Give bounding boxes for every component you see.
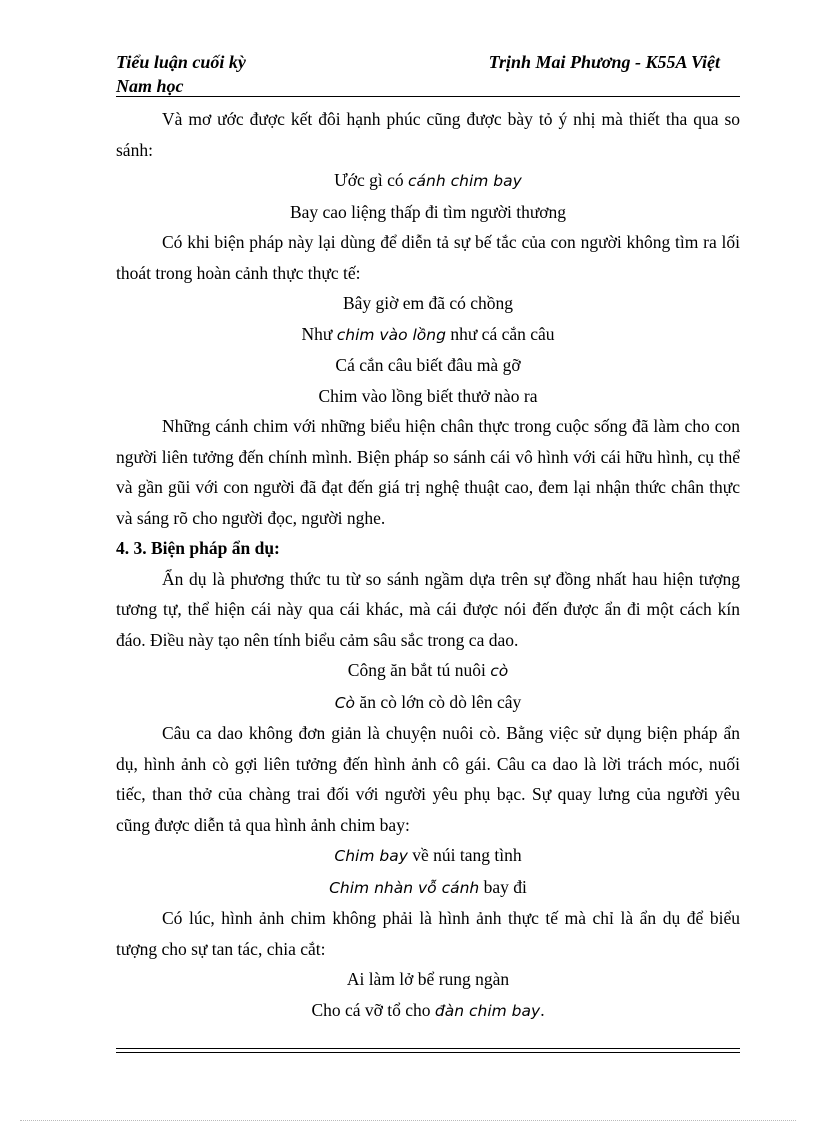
verse-line: Bay cao liệng thấp đi tìm người thương — [289, 201, 567, 222]
verse-text: Cho cá vỡ tổ cho — [311, 999, 435, 1020]
verse-italic: Cò — [334, 693, 356, 712]
verse-line: Ai làm lở bể rung ngàn — [346, 969, 510, 989]
verse-text: Ước gì có — [334, 170, 409, 190]
verse-line — [116, 840, 740, 872]
verse-line — [116, 687, 740, 719]
verse-text: về núi tang tình — [407, 845, 522, 865]
document-body — [116, 104, 740, 1026]
verse-line — [116, 319, 740, 351]
verse-text: như cá cắn câu — [445, 323, 555, 344]
verse-line: Bây giờ em đã có chồng — [342, 293, 514, 313]
verse-text: ăn cò lớn cò dò lên cây — [355, 691, 522, 712]
paragraph: Có khi biện pháp này lại dùng để diễn tả sự bế tắc của con người không tìm ra lối thoát trong hoàn cảnh thực thực tế: — [116, 232, 740, 283]
footer-rule — [116, 1048, 740, 1053]
verse-line — [116, 165, 740, 197]
paragraph: Ẩn dụ là phương thức tu từ so sánh ngầm dựa trên sự đồng nhất hau hiện tượng tương tự, thể hiện cái này qua cái khác, mà cái được nói đến được ẩn đi một cách kín đáo. Điều này tạo nên tính biểu cảm sâu sắc trong ca dao. — [116, 568, 740, 650]
verse-italic: Chim bay — [334, 847, 408, 865]
verse-text: . — [540, 999, 545, 1020]
section-heading: 4. 3. Biện pháp ẩn dụ: — [116, 538, 280, 558]
verse-line — [116, 872, 740, 904]
paragraph: Và mơ ước được kết đôi hạnh phúc cũng được bày tỏ ý nhị mà thiết tha qua so sánh: — [116, 109, 740, 160]
page-header — [116, 50, 740, 98]
verse-line: Cá cắn câu biết đâu mà gỡ — [335, 355, 521, 375]
verse-line — [116, 995, 740, 1027]
verse-line — [116, 655, 740, 687]
paragraph: Có lúc, hình ảnh chim không phải là hình ảnh thực tế mà chỉ là ẩn dụ để biểu tượng cho sự tan tác, chia cắt: — [116, 908, 740, 959]
verse-text: Như — [301, 323, 337, 344]
header-course-cont: Nam học — [116, 76, 184, 96]
paragraph: Những cánh chim với những biểu hiện chân thực trong cuộc sống đã làm cho con người liên tưởng đến chính mình. Biện pháp so sánh cái vô hình với cái hữu hình, cụ thể và gần gũi với con người đã đạt đến giá trị nghệ thuật cao, đem lại nhận thức chân thực và sáng rõ cho người đọc, người nghe. — [116, 416, 740, 528]
verse-italic: chim vào lồng — [336, 325, 446, 344]
verse-italic: Chim nhàn vỗ cánh — [329, 878, 480, 897]
paragraph: Câu ca dao không đơn giản là chuyện nuôi cò. Bằng việc sử dụng biện pháp ẩn dụ, hình ảnh cò gợi liên tưởng đến hình ảnh cô gái. Câu ca dao là lời trách móc, nuối tiếc, than thở của chàng trai đối với người yêu phụ bạc. Sự quay lưng của người yêu cũng được diễn tả qua hình ảnh chim bay: — [116, 723, 740, 835]
header-rule — [116, 96, 740, 97]
verse-line: Chim vào lồng biết thưở nào ra — [318, 385, 538, 406]
verse-italic: cánh chim bay — [408, 172, 522, 190]
verse-text: bay đi — [479, 876, 527, 897]
verse-italic: đàn chim bay — [434, 1001, 541, 1020]
verse-italic: cò — [490, 662, 509, 680]
header-author: Trịnh Mai Phương - K55A Việt — [488, 52, 720, 72]
header-course: Tiểu luận cuối kỳ — [116, 52, 246, 72]
page-edge-dots — [20, 1120, 796, 1121]
verse-text: Công ăn bắt tú nuôi — [347, 660, 491, 680]
